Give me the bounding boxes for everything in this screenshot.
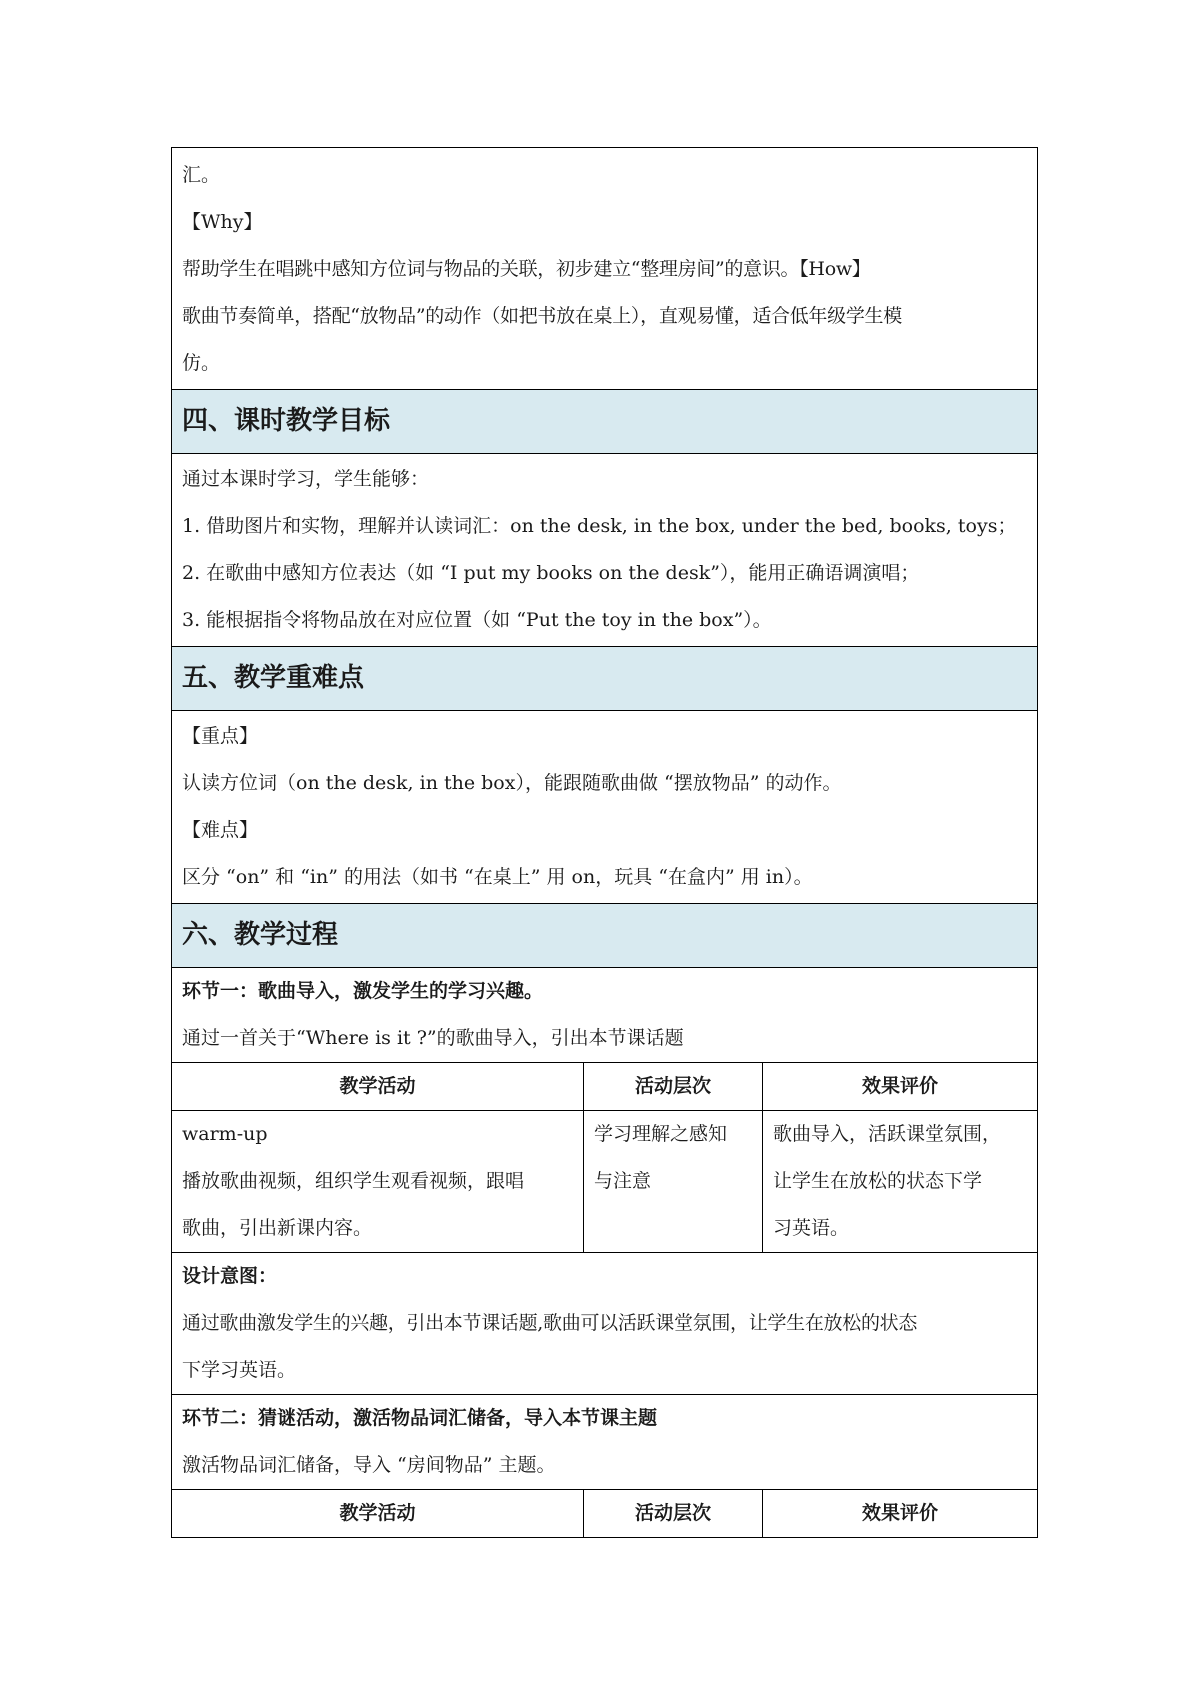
header-activity: 教学活动 (172, 1063, 584, 1111)
why-text: 帮助学生在唱跳中感知方位词与物品的关联，初步建立“整理房间”的意识。【How】 (182, 258, 871, 280)
activity-line: 歌曲，引出新课内容。 (182, 1217, 373, 1239)
how-text-end: 仿。 (182, 352, 221, 374)
section-4-title: 四、课时教学目标 (172, 390, 1038, 454)
activity-line: warm-up (182, 1123, 268, 1145)
difficulty-label: 【难点】 (182, 819, 259, 841)
evaluation-line: 习英语。 (773, 1217, 850, 1239)
why-how-row (172, 148, 1038, 390)
section-6-header-row (172, 904, 1038, 968)
segment-2-row (172, 1395, 1038, 1490)
design-intent-label: 设计意图： (182, 1265, 278, 1287)
segment-2-title: 环节二：猜谜活动，激活物品词汇储备，导入本节课主题 (182, 1407, 658, 1429)
section-5-header-row (172, 647, 1038, 711)
header-level: 活动层次 (584, 1063, 763, 1111)
objective-item: 3. 能根据指令将物品放在对应位置（如 “Put the toy in the box”）。 (182, 609, 772, 631)
evaluation-cell (763, 1111, 1038, 1253)
design-intent-row (172, 1253, 1038, 1395)
activity-cell (172, 1111, 584, 1253)
header-level: 活动层次 (584, 1490, 763, 1538)
key-point-text: 认读方位词（on the desk, in the box），能跟随歌曲做 “摆放物品” 的动作。 (182, 772, 842, 794)
segment-2-text: 激活物品词汇储备，导入 “房间物品” 主题。 (182, 1454, 556, 1476)
objective-item: 1. 借助图片和实物，理解并认读词汇：on the desk, in the box, under the bed, books, toys； (182, 515, 1017, 537)
header-activity: 教学活动 (172, 1490, 584, 1538)
header-evaluation: 效果评价 (763, 1063, 1038, 1111)
level-line: 与注意 (594, 1170, 652, 1192)
evaluation-line: 歌曲导入，活跃课堂氛围， (773, 1123, 1002, 1145)
design-intent-text-end: 下学习英语。 (182, 1359, 297, 1381)
objectives-intro: 通过本课时学习，学生能够： (182, 468, 430, 490)
objective-item: 2. 在歌曲中感知方位表达（如 “I put my books on the desk”），能用正确语调演唱； (182, 562, 920, 584)
section-4-header-row (172, 390, 1038, 454)
level-cell (584, 1111, 763, 1253)
objectives-row (172, 454, 1038, 647)
section-6-title: 六、教学过程 (172, 904, 1038, 968)
key-points-row (172, 711, 1038, 904)
why-label: 【Why】 (182, 211, 263, 233)
how-text: 歌曲节奏简单，搭配“放物品”的动作（如把书放在桌上），直观易懂，适合低年级学生模 (182, 305, 902, 327)
activity-header-row (172, 1063, 1038, 1111)
difficulty-text: 区分 “on” 和 “in” 的用法（如书 “在桌上” 用 on，玩具 “在盒内” 用 in）。 (182, 866, 813, 888)
activity-row (172, 1111, 1038, 1253)
key-point-label: 【重点】 (182, 725, 259, 747)
continued-text: 汇。 (182, 164, 221, 186)
header-evaluation: 效果评价 (763, 1490, 1038, 1538)
evaluation-line: 让学生在放松的状态下学 (773, 1170, 983, 1192)
segment-1-text: 通过一首关于“Where is it ?”的歌曲导入，引出本节课话题 (182, 1027, 684, 1049)
section-5-title: 五、教学重难点 (172, 647, 1038, 711)
activity-header-row-2 (172, 1490, 1038, 1538)
level-line: 学习理解之感知 (594, 1123, 728, 1145)
activity-line: 播放歌曲视频，组织学生观看视频，跟唱 (182, 1170, 525, 1192)
segment-1-row (172, 968, 1038, 1063)
design-intent-text: 通过歌曲激发学生的兴趣，引出本节课话题,歌曲可以活跃课堂氛围，让学生在放松的状态 (182, 1312, 918, 1334)
segment-1-title: 环节一：歌曲导入，激发学生的学习兴趣。 (182, 980, 544, 1002)
lesson-plan-table (171, 147, 1038, 1538)
